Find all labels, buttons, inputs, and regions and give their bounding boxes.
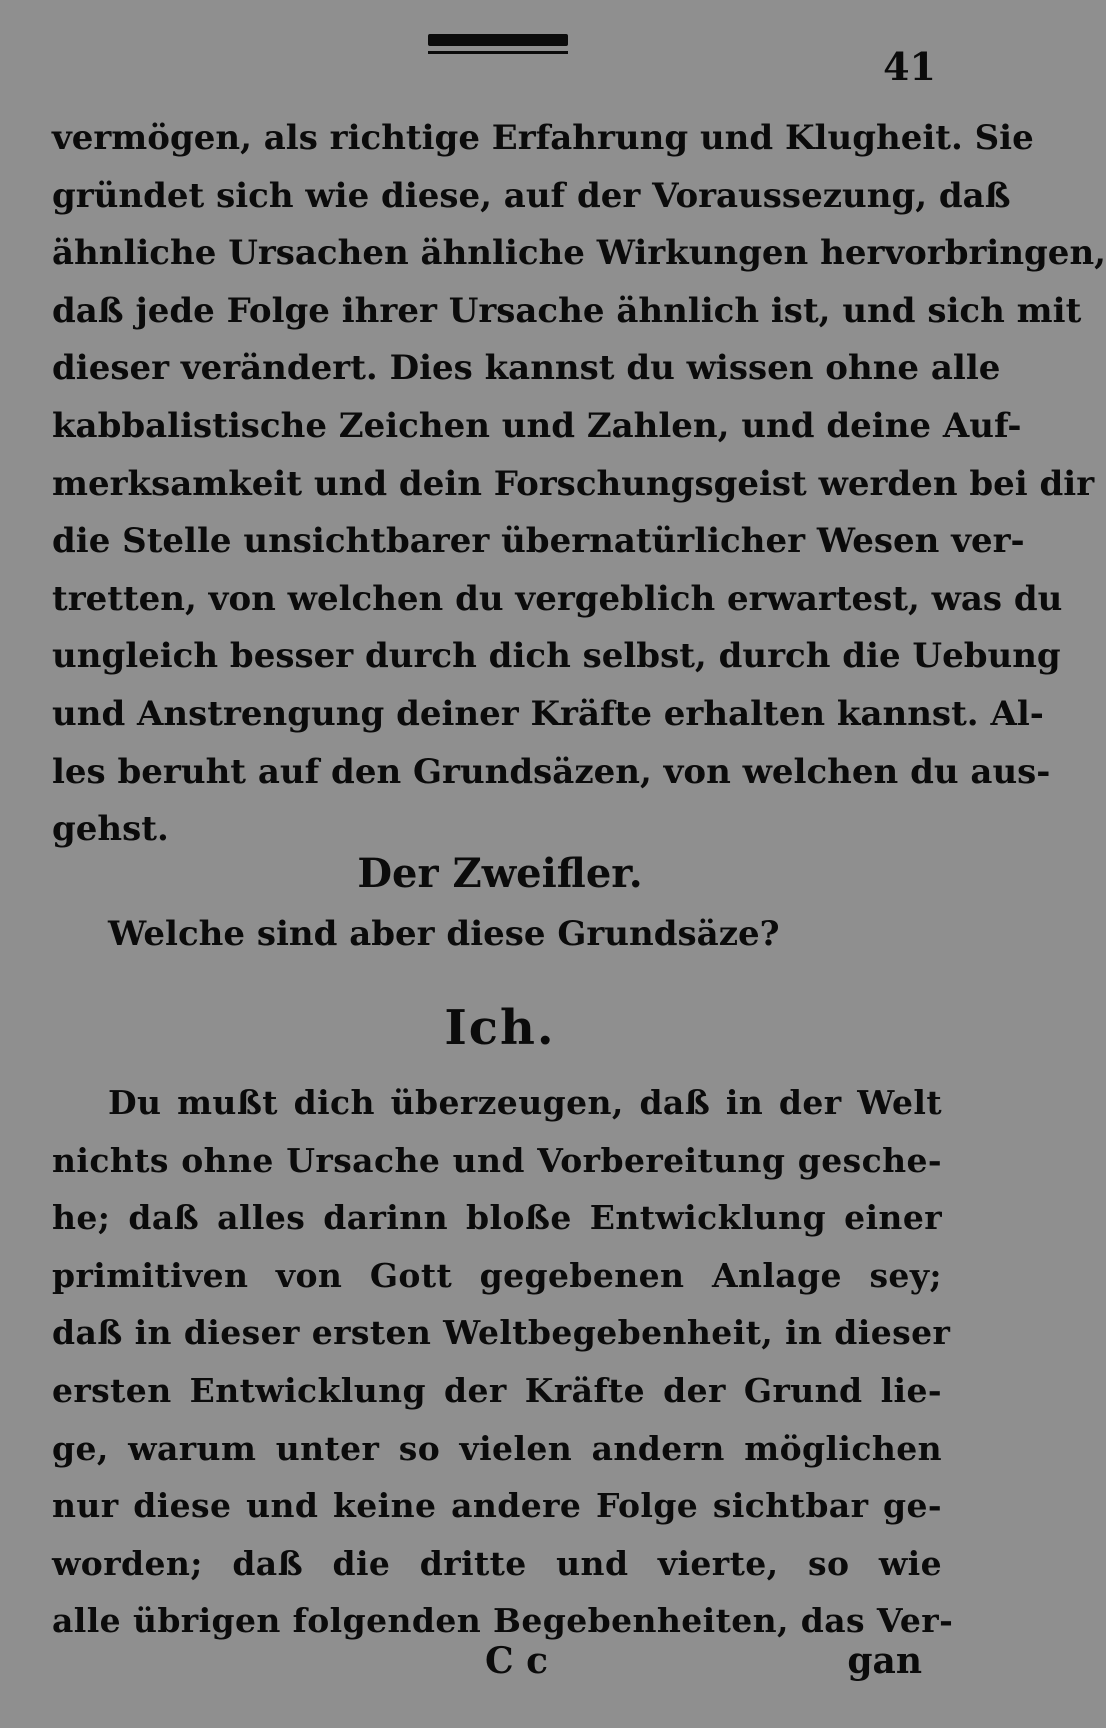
paragraph-1 [52,110,1106,859]
text-line: dieser verändert. Dies kannst du wissen ohne alle [52,348,1001,389]
text-line: ge, warum unter so vielen andern möglichen [52,1428,942,1468]
header-rule [428,34,568,46]
text-line: die Stelle unsichtbarer übernatürlicher Wesen ver- [52,521,1025,562]
text-line: ungleich besser durch dich selbst, durch die Uebung [52,636,1061,677]
text-line: alle übrigen folgenden Begebenheiten, das Ver- [52,1601,954,1641]
signature-mark: C c [485,1640,549,1682]
text-line: merksamkeit und dein Forschungsgeist werden bei dir [52,463,1095,504]
speaker-heading-ich: Ich. [444,1000,556,1056]
text-line: nur diese und keine andere Folge sichtbar ge- [52,1486,942,1526]
text-line: primitiven von Gott gegebenen Anlage sey; [52,1255,942,1295]
text-line: he; daß alles darinn bloße Entwicklung einer [52,1198,942,1238]
text-line: worden; daß die dritte und vierte, so wie [52,1543,942,1583]
text-line: nichts ohne Ursache und Vorbereitung gesche- [52,1140,942,1180]
text-line: gründet sich wie diese, auf der Voraussezung, daß [52,175,1011,216]
text-line: und Anstrengung deiner Kräfte erhalten kannst. Al- [52,693,1044,734]
header-rule-thin [428,51,568,54]
text-line: les beruht auf den Grundsäzen, von welchen du aus- [52,751,1051,792]
text-line: kabbalistische Zeichen und Zahlen, und deine Auf- [52,405,1022,446]
text-line: tretten, von welchen du vergeblich erwartest, was du [52,578,1063,619]
catchword: gan [847,1640,922,1682]
speaker-heading-zweifler: Der Zweifler. [357,850,643,897]
text-line: ersten Entwicklung der Kräfte der Grund lie- [52,1370,942,1410]
text-line: daß jede Folge ihrer Ursache ähnlich ist, und sich mit [52,290,1082,331]
text-line: gehst. [52,809,169,850]
text-line: ähnliche Ursachen ähnliche Wirkungen hervorbringen, [52,233,1106,274]
text-line: daß in dieser ersten Weltbegebenheit, in dieser [52,1313,951,1353]
paragraph-2 [52,1074,954,1650]
text-line: Du mußt dich überzeugen, daß in der Welt [108,1083,942,1122]
text-line: vermögen, als richtige Erfahrung und Klugheit. Sie [52,118,1034,158]
page-number: 41 [883,44,936,89]
question-line: Welche sind aber diese Grundsäze? [108,914,780,954]
